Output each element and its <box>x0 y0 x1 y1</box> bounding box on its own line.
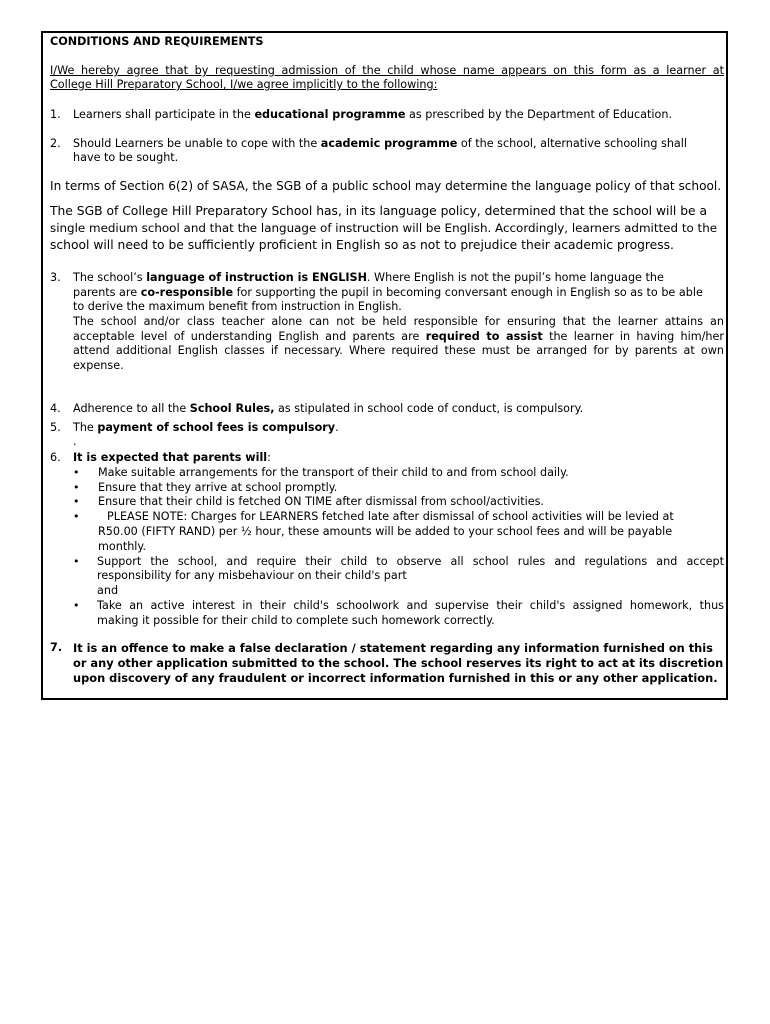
item-6-bullet-3: Ensure that their child is fetched ON TIME after dismissal from school/activities. <box>98 495 544 508</box>
agreement-line-2: College Hill Preparatory School, I/we agree implicitly to the following: <box>50 78 438 91</box>
bullet-icon: • <box>73 481 80 494</box>
heading: CONDITIONS AND REQUIREMENTS <box>50 35 264 48</box>
item-6-bullet-6-line-2: making it possible for their child to complete such homework correctly. <box>97 614 495 627</box>
item-2-text: Should Learners be unable to cope with the academic programme of the school, alternative schooling shall <box>73 137 687 150</box>
item-6-number: 6. <box>50 451 61 464</box>
bullet-icon: • <box>73 555 80 568</box>
sgb-line-3: school will need to be sufficiently proficient in English so as not to prejudice their academic progress. <box>50 238 674 252</box>
item-7-line-2: or any other application submitted to the school. The school reserves its right to act at its discretion <box>73 656 724 670</box>
bullet-icon: • <box>73 466 80 479</box>
item-6-bullet-4-line-1: PLEASE NOTE: Charges for LEARNERS fetched late after dismissal of school activities will be levied at <box>107 510 674 523</box>
item-2-number: 2. <box>50 137 61 150</box>
item-3-line-6: attend additional English classes if necessary. Where required these must be arranged for by parents at own <box>73 344 724 357</box>
item-5-number: 5. <box>50 421 61 434</box>
sasa-paragraph: In terms of Section 6(2) of SASA, the SGB of a public school may determine the language policy of that school. <box>50 179 722 193</box>
item-7-line-3: upon discovery of any fraudulent or incorrect information furnished in this or any other application. <box>73 671 718 685</box>
item-7-number: 7. <box>50 641 63 654</box>
item-3-line-5: acceptable level of understanding English and parents are required to assist the learner in having him/her <box>73 330 724 343</box>
item-6-bullet-4-line-3: monthly. <box>98 540 146 553</box>
bullet-icon: • <box>73 599 80 612</box>
item-3-line-3: to derive the maximum benefit from instruction in English. <box>73 300 402 313</box>
agreement-line-1: I/We hereby agree that by requesting admission of the child whose name appears on this form as a learner at <box>50 64 724 77</box>
item-3-line-1: The school’s language of instruction is ENGLISH. Where English is not the pupil’s home language the <box>73 271 664 284</box>
item-2-text-line-2: have to be sought. <box>73 151 179 164</box>
sgb-line-1: The SGB of College Hill Preparatory School has, in its language policy, determined that the school will be a <box>50 204 708 218</box>
item-5-text: The payment of school fees is compulsory. <box>73 421 339 434</box>
sgb-line-2: single medium school and that the language of instruction will be English. Accordingly, learners admitted to the <box>50 221 718 235</box>
item-6-bullet-5-and: and <box>97 584 119 597</box>
item-6-bullet-4-line-2: R50.00 (FIFTY RAND) per ½ hour, these amounts will be added to your school fees and will be payable <box>98 525 673 538</box>
item-6-bullet-1: Make suitable arrangements for the transport of their child to and from school daily. <box>98 466 569 479</box>
item-4-text: Adherence to all the School Rules, as stipulated in school code of conduct, is compulsory. <box>73 402 584 415</box>
item-7-line-1: It is an offence to make a false declaration / statement regarding any information furnished on this <box>73 641 713 655</box>
bullet-icon: • <box>73 510 80 523</box>
item-6-bullet-5-line-2: responsibility for any misbehaviour on their child's part <box>97 569 407 582</box>
item-3-line-2: parents are co-responsible for supporting the pupil in becoming conversant enough in English so as to be able <box>73 286 703 299</box>
item-5-trailing-dot: . <box>73 435 77 448</box>
item-6-bullet-6-line-1: Take an active interest in their child's schoolwork and supervise their child's assigned homework, thus <box>97 599 724 612</box>
item-6-heading: It is expected that parents will: <box>73 451 271 464</box>
item-6-bullet-5-line-1: Support the school, and require their child to observe all school rules and regulations and accept <box>97 555 724 568</box>
item-3-line-7: expense. <box>73 359 124 372</box>
bullet-icon: • <box>73 495 80 508</box>
item-1-number: 1. <box>50 108 61 121</box>
item-1-text: Learners shall participate in the educational programme as prescribed by the Department of Education. <box>73 108 673 121</box>
item-4-number: 4. <box>50 402 61 415</box>
item-6-bullet-2: Ensure that they arrive at school promptly. <box>98 481 338 494</box>
item-3-line-4: The school and/or class teacher alone can not be held responsible for ensuring that the learner attains an <box>73 315 724 328</box>
item-3-number: 3. <box>50 271 61 284</box>
